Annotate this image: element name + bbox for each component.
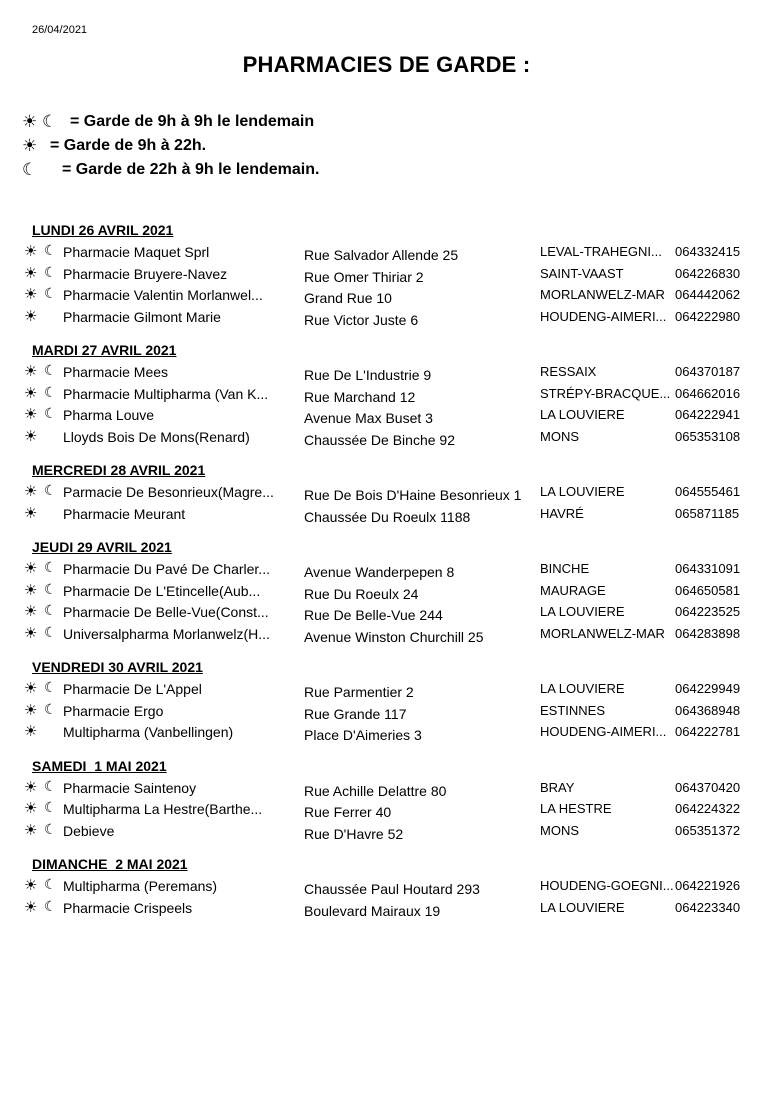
- pharmacy-city: LA LOUVIERE: [540, 899, 625, 915]
- pharmacy-phone: 064650581: [675, 582, 741, 598]
- pharmacy-city: LA LOUVIERE: [540, 484, 625, 499]
- pharmacy-row: [0, 898, 773, 920]
- pharmacy-phone: 064222980: [675, 308, 741, 324]
- pharmacy-name: Parmacie De Besonrieux(Magre...: [63, 484, 274, 500]
- day-section: [0, 220, 773, 328]
- pharmacy-name: Multipharma (Vanbellingen): [63, 724, 234, 740]
- pharmacy-name: Pharma Louve: [63, 407, 155, 423]
- legend-row-full-day: [22, 110, 319, 134]
- day-section: [0, 657, 773, 744]
- pharmacy-city: HOUDENG-GOEGNI...: [540, 878, 674, 893]
- page-title: PHARMACIES DE GARDE :: [242, 52, 531, 77]
- sun-icon: ☀: [24, 581, 38, 599]
- pharmacy-name: Multipharma La Hestre(Barthe...: [63, 801, 263, 817]
- moon-icon: ☾: [44, 799, 57, 815]
- sun-icon: ☀: [24, 483, 38, 500]
- moon-icon: ☾: [44, 777, 57, 794]
- pharmacy-name: Pharmacie Valentin Morlanwel...: [63, 287, 263, 303]
- pharmacy-name: Pharmacie Bruyere-Navez: [63, 265, 228, 282]
- pharmacy-phone: 064370420: [675, 779, 741, 795]
- day-section: [0, 854, 773, 919]
- sun-icon: ☀: [22, 136, 38, 155]
- print-date: 26/04/2021: [32, 24, 88, 36]
- pharmacy-city: MONS: [540, 822, 579, 838]
- sun-icon: ☀: [24, 821, 38, 839]
- pharmacy-name: Pharmacie Gilmont Marie: [63, 308, 221, 325]
- pharmacy-city: LA LOUVIERE: [540, 604, 625, 619]
- pharmacy-address: Rue Salvador Allende 25: [304, 247, 459, 263]
- pharmacy-address: Rue De Belle-Vue 244: [304, 607, 443, 623]
- pharmacy-city: STRÉPY-BRACQUE...: [540, 385, 671, 401]
- day-heading: LUNDI 26 AVRIL 2021: [32, 222, 174, 238]
- pharmacy-row: [0, 722, 773, 744]
- pharmacy-name: Pharmacie Du Pavé De Charler...: [63, 561, 270, 577]
- duty-schedule: [0, 220, 773, 931]
- pharmacy-phone: 064662016: [675, 385, 741, 401]
- pharmacy-phone: 064221926: [675, 878, 741, 893]
- day-section: [0, 340, 773, 448]
- pharmacy-address: Boulevard Mairaux 19: [304, 902, 441, 919]
- moon-icon: ☾: [44, 700, 57, 717]
- moon-icon: ☾: [44, 876, 57, 892]
- legend-text: = Garde de 22h à 9h le lendemain.: [62, 161, 320, 178]
- pharmacy-address: Rue Omer Thiriar 2: [304, 268, 424, 285]
- sun-icon: ☀: [22, 112, 38, 131]
- pharmacy-name: Multipharma (Peremans): [63, 878, 218, 894]
- pharmacy-city: BRAY: [540, 779, 575, 795]
- sun-icon: ☀: [24, 307, 38, 325]
- sun-icon: ☀: [24, 680, 38, 697]
- pharmacy-city: HOUDENG-AIMERI...: [540, 308, 667, 324]
- sun-icon: ☀: [24, 504, 38, 522]
- sun-icon: ☀: [24, 406, 38, 423]
- day-section: [0, 460, 773, 525]
- pharmacy-row: [0, 624, 773, 646]
- pharmacy-phone: 064368948: [675, 702, 741, 718]
- pharmacy-phone: 064331091: [675, 561, 741, 576]
- pharmacy-row: [0, 602, 773, 624]
- moon-icon: ☾: [44, 383, 57, 400]
- sun-icon: ☀: [24, 898, 38, 916]
- pharmacy-city: BINCHE: [540, 561, 590, 576]
- pharmacy-name: Universalpharma Morlanwelz(H...: [63, 625, 270, 642]
- pharmacy-city: ESTINNES: [540, 702, 606, 718]
- pharmacy-address: Rue Marchand 12: [304, 388, 416, 405]
- day-heading: DIMANCHE 2 MAI 2021: [32, 856, 188, 872]
- day-section: [0, 537, 773, 645]
- sun-icon: ☀: [24, 286, 38, 303]
- pharmacy-phone: 064370187: [675, 364, 741, 379]
- pharmacy-phone: 064555461: [675, 484, 741, 499]
- moon-icon: ☾: [42, 112, 58, 131]
- pharmacy-address: Avenue Winston Churchill 25: [304, 628, 484, 645]
- moon-icon: ☾: [44, 405, 57, 421]
- pharmacy-address: Rue Victor Juste 6: [304, 311, 419, 328]
- pharmacy-phone: 064223340: [675, 899, 741, 915]
- pharmacy-city: LEVAL-TRAHEGNI...: [540, 244, 662, 259]
- pharmacy-city: MAURAGE: [540, 582, 606, 598]
- pharmacy-name: Pharmacie De Belle-Vue(Const...: [63, 604, 269, 620]
- pharmacy-row: [0, 427, 773, 449]
- sun-icon: ☀: [24, 723, 38, 740]
- pharmacy-row: [0, 307, 773, 329]
- pharmacy-phone: 064224322: [675, 801, 741, 816]
- pharmacy-row: [0, 384, 773, 406]
- pharmacy-address: Rue D'Havre 52: [304, 825, 404, 842]
- pharmacy-city: HOUDENG-AIMERI...: [540, 724, 667, 739]
- moon-icon: ☾: [44, 623, 57, 640]
- moon-icon: ☾: [44, 897, 57, 914]
- pharmacy-row: [0, 876, 773, 898]
- pharmacy-name: Pharmacie De L'Etincelle(Aub...: [63, 582, 261, 599]
- pharmacy-city: LA LOUVIERE: [540, 407, 625, 422]
- pharmacy-city: SAINT-VAAST: [540, 265, 624, 281]
- pharmacy-name: Pharmacie Ergo: [63, 702, 164, 719]
- pharmacy-phone: 065871185: [675, 505, 740, 521]
- pharmacy-row: [0, 679, 773, 701]
- moon-icon: ☾: [44, 362, 57, 378]
- sun-icon: ☀: [24, 243, 38, 260]
- sun-icon: ☀: [24, 384, 38, 402]
- pharmacy-phone: 064229949: [675, 681, 741, 696]
- pharmacy-row: [0, 264, 773, 286]
- day-section: [0, 756, 773, 843]
- pharmacy-phone: 064222781: [675, 724, 741, 739]
- pharmacy-row: [0, 799, 773, 821]
- sun-icon: ☀: [24, 800, 38, 817]
- pharmacy-address: Rue Parmentier 2: [304, 684, 414, 700]
- sun-icon: ☀: [24, 603, 38, 620]
- pharmacy-row: [0, 778, 773, 800]
- pharmacy-phone: 064332415: [675, 244, 741, 259]
- pharmacy-city: MORLANWELZ-MAR: [540, 625, 665, 641]
- pharmacy-address: Grand Rue 10: [304, 290, 392, 306]
- pharmacy-phone: 064222941: [675, 407, 741, 422]
- pharmacy-phone: 064442062: [675, 287, 741, 302]
- pharmacy-phone: 064223525: [675, 604, 741, 619]
- moon-icon: ☾: [44, 580, 57, 597]
- sun-icon: ☀: [24, 701, 38, 719]
- pharmacy-city: RESSAIX: [540, 364, 597, 379]
- sun-icon: ☀: [24, 877, 38, 894]
- pharmacy-phone: 065351372: [675, 822, 741, 838]
- pharmacy-city: LA LOUVIERE: [540, 681, 625, 696]
- day-heading: MERCREDI 28 AVRIL 2021: [32, 462, 206, 478]
- day-heading: SAMEDI 1 MAI 2021: [32, 757, 167, 774]
- pharmacy-address: Avenue Wanderpepen 8: [304, 564, 455, 580]
- moon-icon: ☾: [22, 160, 38, 179]
- pharmacy-address: Rue De L'Industrie 9: [304, 367, 432, 383]
- legend-row-day: [22, 134, 319, 158]
- day-heading: JEUDI 29 AVRIL 2021: [32, 539, 172, 555]
- moon-icon: ☾: [44, 559, 57, 575]
- moon-icon: ☾: [44, 263, 57, 280]
- moon-icon: ☾: [44, 285, 57, 301]
- pharmacy-address: Chaussée Paul Houtard 293: [304, 881, 480, 897]
- pharmacy-row: [0, 821, 773, 843]
- pharmacy-address: Rue Ferrer 40: [304, 804, 392, 820]
- pharmacy-name: Pharmacie Multipharma (Van K...: [63, 385, 269, 402]
- pharmacy-city: LA HESTRE: [540, 801, 612, 816]
- pharmacy-address: Rue Achille Delattre 80: [304, 782, 447, 799]
- day-heading: MARDI 27 AVRIL 2021: [32, 342, 177, 358]
- sun-icon: ☀: [24, 778, 38, 796]
- legend-row-night: [22, 158, 319, 182]
- moon-icon: ☾: [44, 679, 57, 695]
- pharmacy-address: Rue Du Roeulx 24: [304, 585, 419, 602]
- sun-icon: ☀: [24, 560, 38, 577]
- moon-icon: ☾: [44, 820, 57, 837]
- day-heading: VENDREDI 30 AVRIL 2021: [32, 659, 203, 675]
- pharmacy-address: Place D'Aimeries 3: [304, 727, 422, 743]
- pharmacy-phone: 065353108: [675, 428, 741, 444]
- moon-icon: ☾: [44, 602, 57, 618]
- pharmacy-row: [0, 362, 773, 384]
- pharmacy-address: Avenue Max Buset 3: [304, 410, 433, 426]
- sun-icon: ☀: [24, 427, 38, 445]
- pharmacy-address: Rue Grande 117: [304, 705, 407, 722]
- pharmacy-city: MONS: [540, 428, 579, 444]
- moon-icon: ☾: [44, 482, 57, 498]
- sun-icon: ☀: [24, 363, 38, 380]
- pharmacy-name: Pharmacie De L'Appel: [63, 681, 202, 697]
- pharmacy-row: [0, 285, 773, 307]
- sun-icon: ☀: [24, 624, 38, 642]
- pharmacy-row: [0, 482, 773, 504]
- sun-icon: ☀: [24, 264, 38, 282]
- pharmacy-row: [0, 504, 773, 526]
- pharmacy-row: [0, 242, 773, 264]
- pharmacy-address: Chaussée Du Roeulx 1188: [304, 508, 471, 525]
- pharmacy-phone: 064226830: [675, 265, 741, 281]
- pharmacy-name: Pharmacie Crispeels: [63, 899, 193, 916]
- legend-text: = Garde de 9h à 22h.: [50, 137, 207, 154]
- pharmacy-phone: 064283898: [675, 625, 741, 641]
- pharmacy-name: Debieve: [63, 822, 115, 839]
- pharmacy-name: Lloyds Bois De Mons(Renard): [63, 428, 250, 445]
- moon-icon: ☾: [44, 242, 57, 258]
- pharmacy-name: Pharmacie Mees: [63, 364, 169, 380]
- pharmacy-row: [0, 405, 773, 427]
- pharmacy-name: Pharmacie Meurant: [63, 505, 186, 522]
- pharmacy-name: Pharmacie Maquet Sprl: [63, 244, 210, 260]
- pharmacy-city: HAVRÉ: [540, 505, 584, 521]
- pharmacy-row: [0, 701, 773, 723]
- pharmacy-row: [0, 581, 773, 603]
- pharmacy-address: Chaussée De Binche 92: [304, 431, 455, 448]
- pharmacy-city: MORLANWELZ-MAR: [540, 287, 665, 302]
- pharmacy-name: Pharmacie Saintenoy: [63, 779, 197, 796]
- pharmacy-row: [0, 559, 773, 581]
- legend-text: = Garde de 9h à 9h le lendemain: [70, 113, 315, 130]
- legend: [22, 110, 319, 182]
- pharmacy-address: Rue De Bois D'Haine Besonrieux 1: [304, 487, 522, 503]
